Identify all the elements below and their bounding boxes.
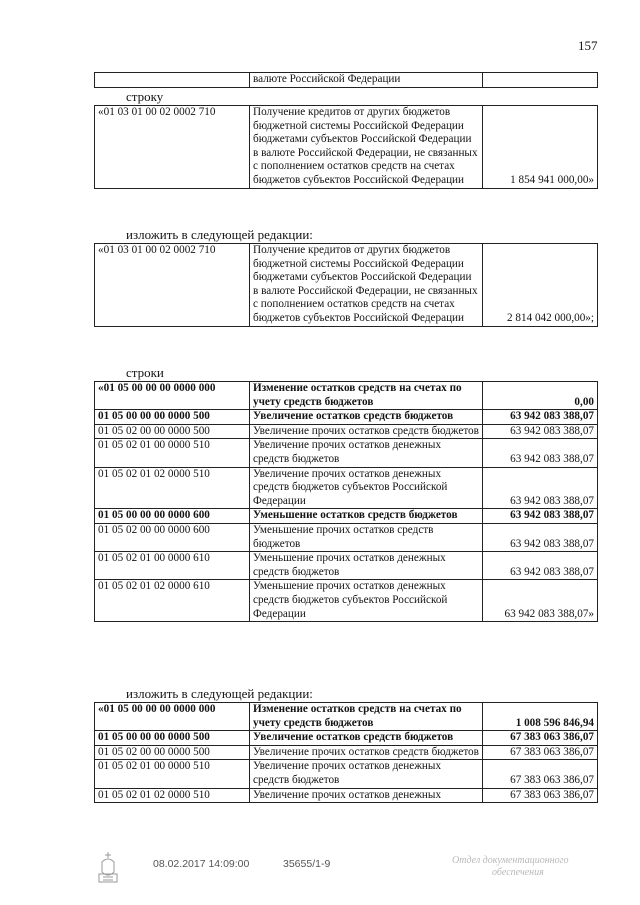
label-stroku: строку	[126, 89, 164, 104]
value-cell: 67 383 063 386,07	[483, 760, 598, 788]
table-row	[95, 731, 598, 746]
name-cell: Увеличение остатков средств бюджетов	[250, 731, 483, 746]
table-old-balances	[94, 381, 598, 622]
footer-datetime: 08.02.2017 14:09:00	[153, 858, 250, 870]
table-row	[95, 244, 598, 327]
table-row	[95, 106, 598, 189]
name-cell: Уменьшение прочих остатков средств бюджетов	[250, 523, 483, 551]
table-row	[95, 788, 598, 803]
table-old-credit	[94, 105, 598, 189]
code-cell: 01 05 00 00 00 0000 600	[95, 509, 250, 524]
value-cell: 63 942 083 388,07	[483, 424, 598, 439]
value-cell: 63 942 083 388,07»	[483, 580, 598, 622]
name-cell: Уменьшение прочих остатков денежных средств бюджетов	[250, 552, 483, 580]
code-cell: 01 05 02 00 00 0000 500	[95, 745, 250, 760]
value-cell: 67 383 063 386,07	[483, 731, 598, 746]
label-izlozhit-2: изложить в следующей редакции:	[126, 686, 313, 701]
code-cell: 01 05 02 01 00 0000 510	[95, 439, 250, 467]
table-row	[95, 467, 598, 509]
value-cell: 1 008 596 846,94	[483, 703, 598, 731]
table-new-credit	[94, 243, 598, 327]
table-row	[95, 73, 598, 88]
name-cell: Изменение остатков средств на счетах по учету средств бюджетов	[250, 703, 483, 731]
table-row	[95, 509, 598, 524]
label-stroki: строки	[126, 365, 164, 380]
code-cell: 01 05 02 01 02 0000 610	[95, 580, 250, 622]
stamp-line-2: обеспечения	[492, 867, 544, 878]
table-row	[95, 523, 598, 551]
table-row	[95, 760, 598, 788]
code-cell: «01 03 01 00 02 0002 710	[95, 244, 250, 327]
name-cell: Изменение остатков средств на счетах по учету средств бюджетов	[250, 382, 483, 410]
table-row	[95, 439, 598, 467]
code-cell: 01 05 02 01 00 0000 610	[95, 552, 250, 580]
code-cell: 01 05 02 00 00 0000 600	[95, 523, 250, 551]
label-izlozhit-1: изложить в следующей редакции:	[126, 227, 313, 242]
table-row	[95, 552, 598, 580]
value-cell: 63 942 083 388,07	[483, 552, 598, 580]
value-cell: 1 854 941 000,00»	[483, 106, 598, 189]
code-cell: 01 05 02 01 00 0000 510	[95, 760, 250, 788]
value-cell: 63 942 083 388,07	[483, 439, 598, 467]
name-cell: Увеличение прочих остатков средств бюджетов	[250, 424, 483, 439]
table-continuation	[94, 72, 598, 88]
table-row	[95, 703, 598, 731]
name-cell: Уменьшение остатков средств бюджетов	[250, 509, 483, 524]
code-cell: «01 05 00 00 00 0000 000	[95, 382, 250, 410]
name-cell: Получение кредитов от других бюджетов бюджетной системы Российской Федерации бюджетами субъектов Российской Федерации в валюте Российской Федерации, не связанных с пополнением остатков средств на счетах бюджетов субъектов Российской Федерации	[250, 106, 483, 189]
table-row	[95, 382, 598, 410]
code-cell	[95, 73, 250, 88]
table-new-balances	[94, 702, 598, 803]
emblem-logo	[95, 850, 121, 884]
code-cell: 01 05 00 00 00 0000 500	[95, 731, 250, 746]
footer-doc-id: 35655/1-9	[283, 858, 331, 870]
name-cell: Увеличение прочих остатков средств бюджетов	[250, 745, 483, 760]
name-cell: валюте Российской Федерации	[250, 73, 483, 88]
code-cell: 01 05 00 00 00 0000 500	[95, 410, 250, 425]
value-cell: 63 942 083 388,07	[483, 523, 598, 551]
value-cell: 63 942 083 388,07	[483, 467, 598, 509]
table-row	[95, 410, 598, 425]
table-row	[95, 580, 598, 622]
name-cell: Увеличение прочих остатков денежных средств бюджетов субъектов Российской Федерации	[250, 467, 483, 509]
table-row	[95, 424, 598, 439]
value-cell: 0,00	[483, 382, 598, 410]
code-cell: «01 05 00 00 00 0000 000	[95, 703, 250, 731]
registration-stamp	[452, 855, 569, 879]
name-cell: Увеличение прочих остатков денежных	[250, 788, 483, 803]
value-cell	[483, 73, 598, 88]
code-cell: «01 03 01 00 02 0002 710	[95, 106, 250, 189]
page-number: 157	[578, 38, 598, 53]
name-cell: Увеличение прочих остатков денежных средств бюджетов	[250, 439, 483, 467]
value-cell: 67 383 063 386,07	[483, 788, 598, 803]
stamp-line-1: Отдел документационного	[452, 855, 569, 866]
name-cell: Увеличение прочих остатков денежных средств бюджетов	[250, 760, 483, 788]
value-cell: 63 942 083 388,07	[483, 410, 598, 425]
value-cell: 2 814 042 000,00»;	[483, 244, 598, 327]
code-cell: 01 05 02 00 00 0000 500	[95, 424, 250, 439]
table-row	[95, 745, 598, 760]
name-cell: Уменьшение прочих остатков денежных средств бюджетов субъектов Российской Федерации	[250, 580, 483, 622]
code-cell: 01 05 02 01 02 0000 510	[95, 467, 250, 509]
name-cell: Получение кредитов от других бюджетов бюджетной системы Российской Федерации бюджетами субъектов Российской Федерации в валюте Российской Федерации, не связанных с пополнением остатков средств на счетах бюджетов субъектов Российской Федерации	[250, 244, 483, 327]
value-cell: 67 383 063 386,07	[483, 745, 598, 760]
value-cell: 63 942 083 388,07	[483, 509, 598, 524]
name-cell: Увеличение остатков средств бюджетов	[250, 410, 483, 425]
code-cell: 01 05 02 01 02 0000 510	[95, 788, 250, 803]
